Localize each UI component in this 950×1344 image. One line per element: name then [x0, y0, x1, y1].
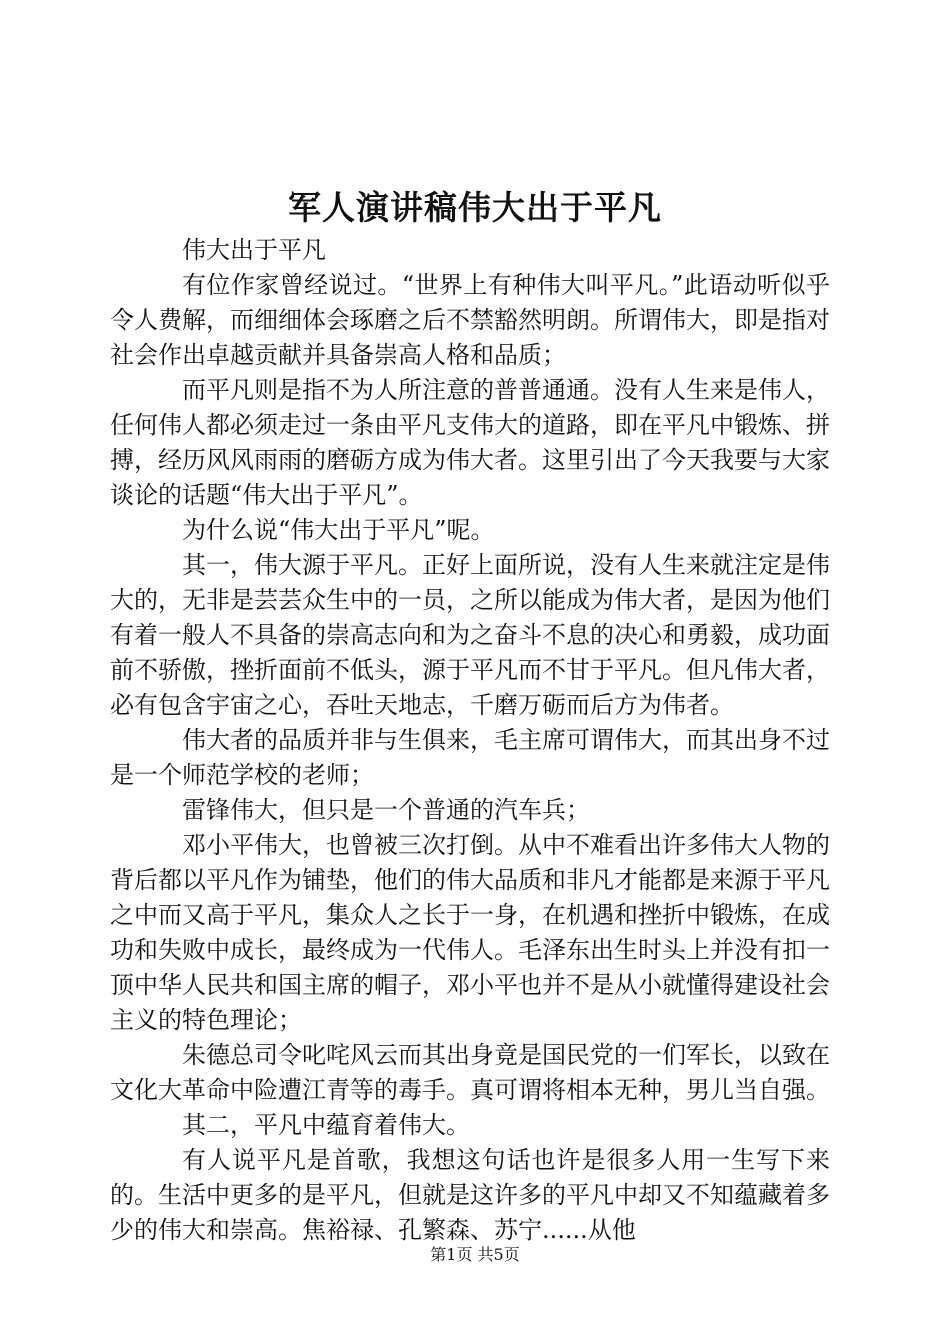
paragraph: 朱德总司令叱咤风云而其出身竟是国民党的一们军长，以致在文化大革命中险遭江青等的毒手。真可谓将相本无种，男儿当自强。 [110, 1041, 830, 1104]
paragraph: 有人说平凡是首歌，我想这句话也许是很多人用一生写下来的。生活中更多的是平凡，但就是这许多的平凡中却又不知蕴藏着多少的伟大和崇高。焦裕禄、孔繁森、苏宁......从他 [110, 1146, 830, 1244]
paragraph: 其二，平凡中蕴育着伟大。 [182, 1111, 470, 1139]
paragraph: 为什么说“伟大出于平凡”呢。 [182, 516, 495, 544]
paragraph: 邓小平伟大，也曾被三次打倒。从中不难看出许多伟大人物的背后都以平凡作为铺垫，他们的伟大品质和非凡才能都是来源于平凡之中而又高于平凡，集众人之长于一身，在机遇和挫折中锻炼，在成功和失败中成长，最终成为一代伟人。毛泽东出生时头上并没有扣一顶中华人民共和国主席的帽子，邓小平也并不是从小就懂得建设社会主义的特色理论； [110, 831, 830, 1034]
paragraph: 其一，伟大源于平凡。正好上面所说，没有人生来就注定是伟大的，无非是芸芸众生中的一员，之所以能成为伟大者，是因为他们有着一般人不具备的崇高志向和为之奋斗不息的决心和勇毅，成功面前不骄傲，挫折面前不低头，源于平凡而不甘于平凡。但凡伟大者，必有包含宇宙之心，吞吐天地志，千磨万砺而后方为伟者。 [110, 551, 830, 719]
paragraph: 有位作家曾经说过。“世界上有种伟大叫平凡。”此语动听似乎令人费解，而细细体会琢磨之后不禁豁然明朗。所谓伟大，即是指对社会作出卓越贡献并具备崇高人格和品质； [110, 271, 830, 369]
document-body [110, 233, 830, 1248]
paragraph: 雷锋伟大，但只是一个普通的汽车兵； [182, 796, 590, 824]
document-title: 军人演讲稿伟大出于平凡 [288, 188, 662, 227]
page-footer: 第1页 共5页 [430, 1245, 520, 1264]
paragraph: 伟大者的品质并非与生俱来，毛主席可谓伟大，而其出身不过是一个师范学校的老师； [110, 726, 830, 789]
paragraph-subtitle: 伟大出于平凡 [182, 236, 326, 264]
paragraph: 而平凡则是指不为人所注意的普普通通。没有人生来是伟人，任何伟人都必须走过一条由平凡支伟大的道路，即在平凡中锻炼、拼搏，经历风风雨雨的磨砺方成为伟大者。这里引出了今天我要与大家谈论的话题“伟大出于平凡”。 [110, 376, 830, 509]
